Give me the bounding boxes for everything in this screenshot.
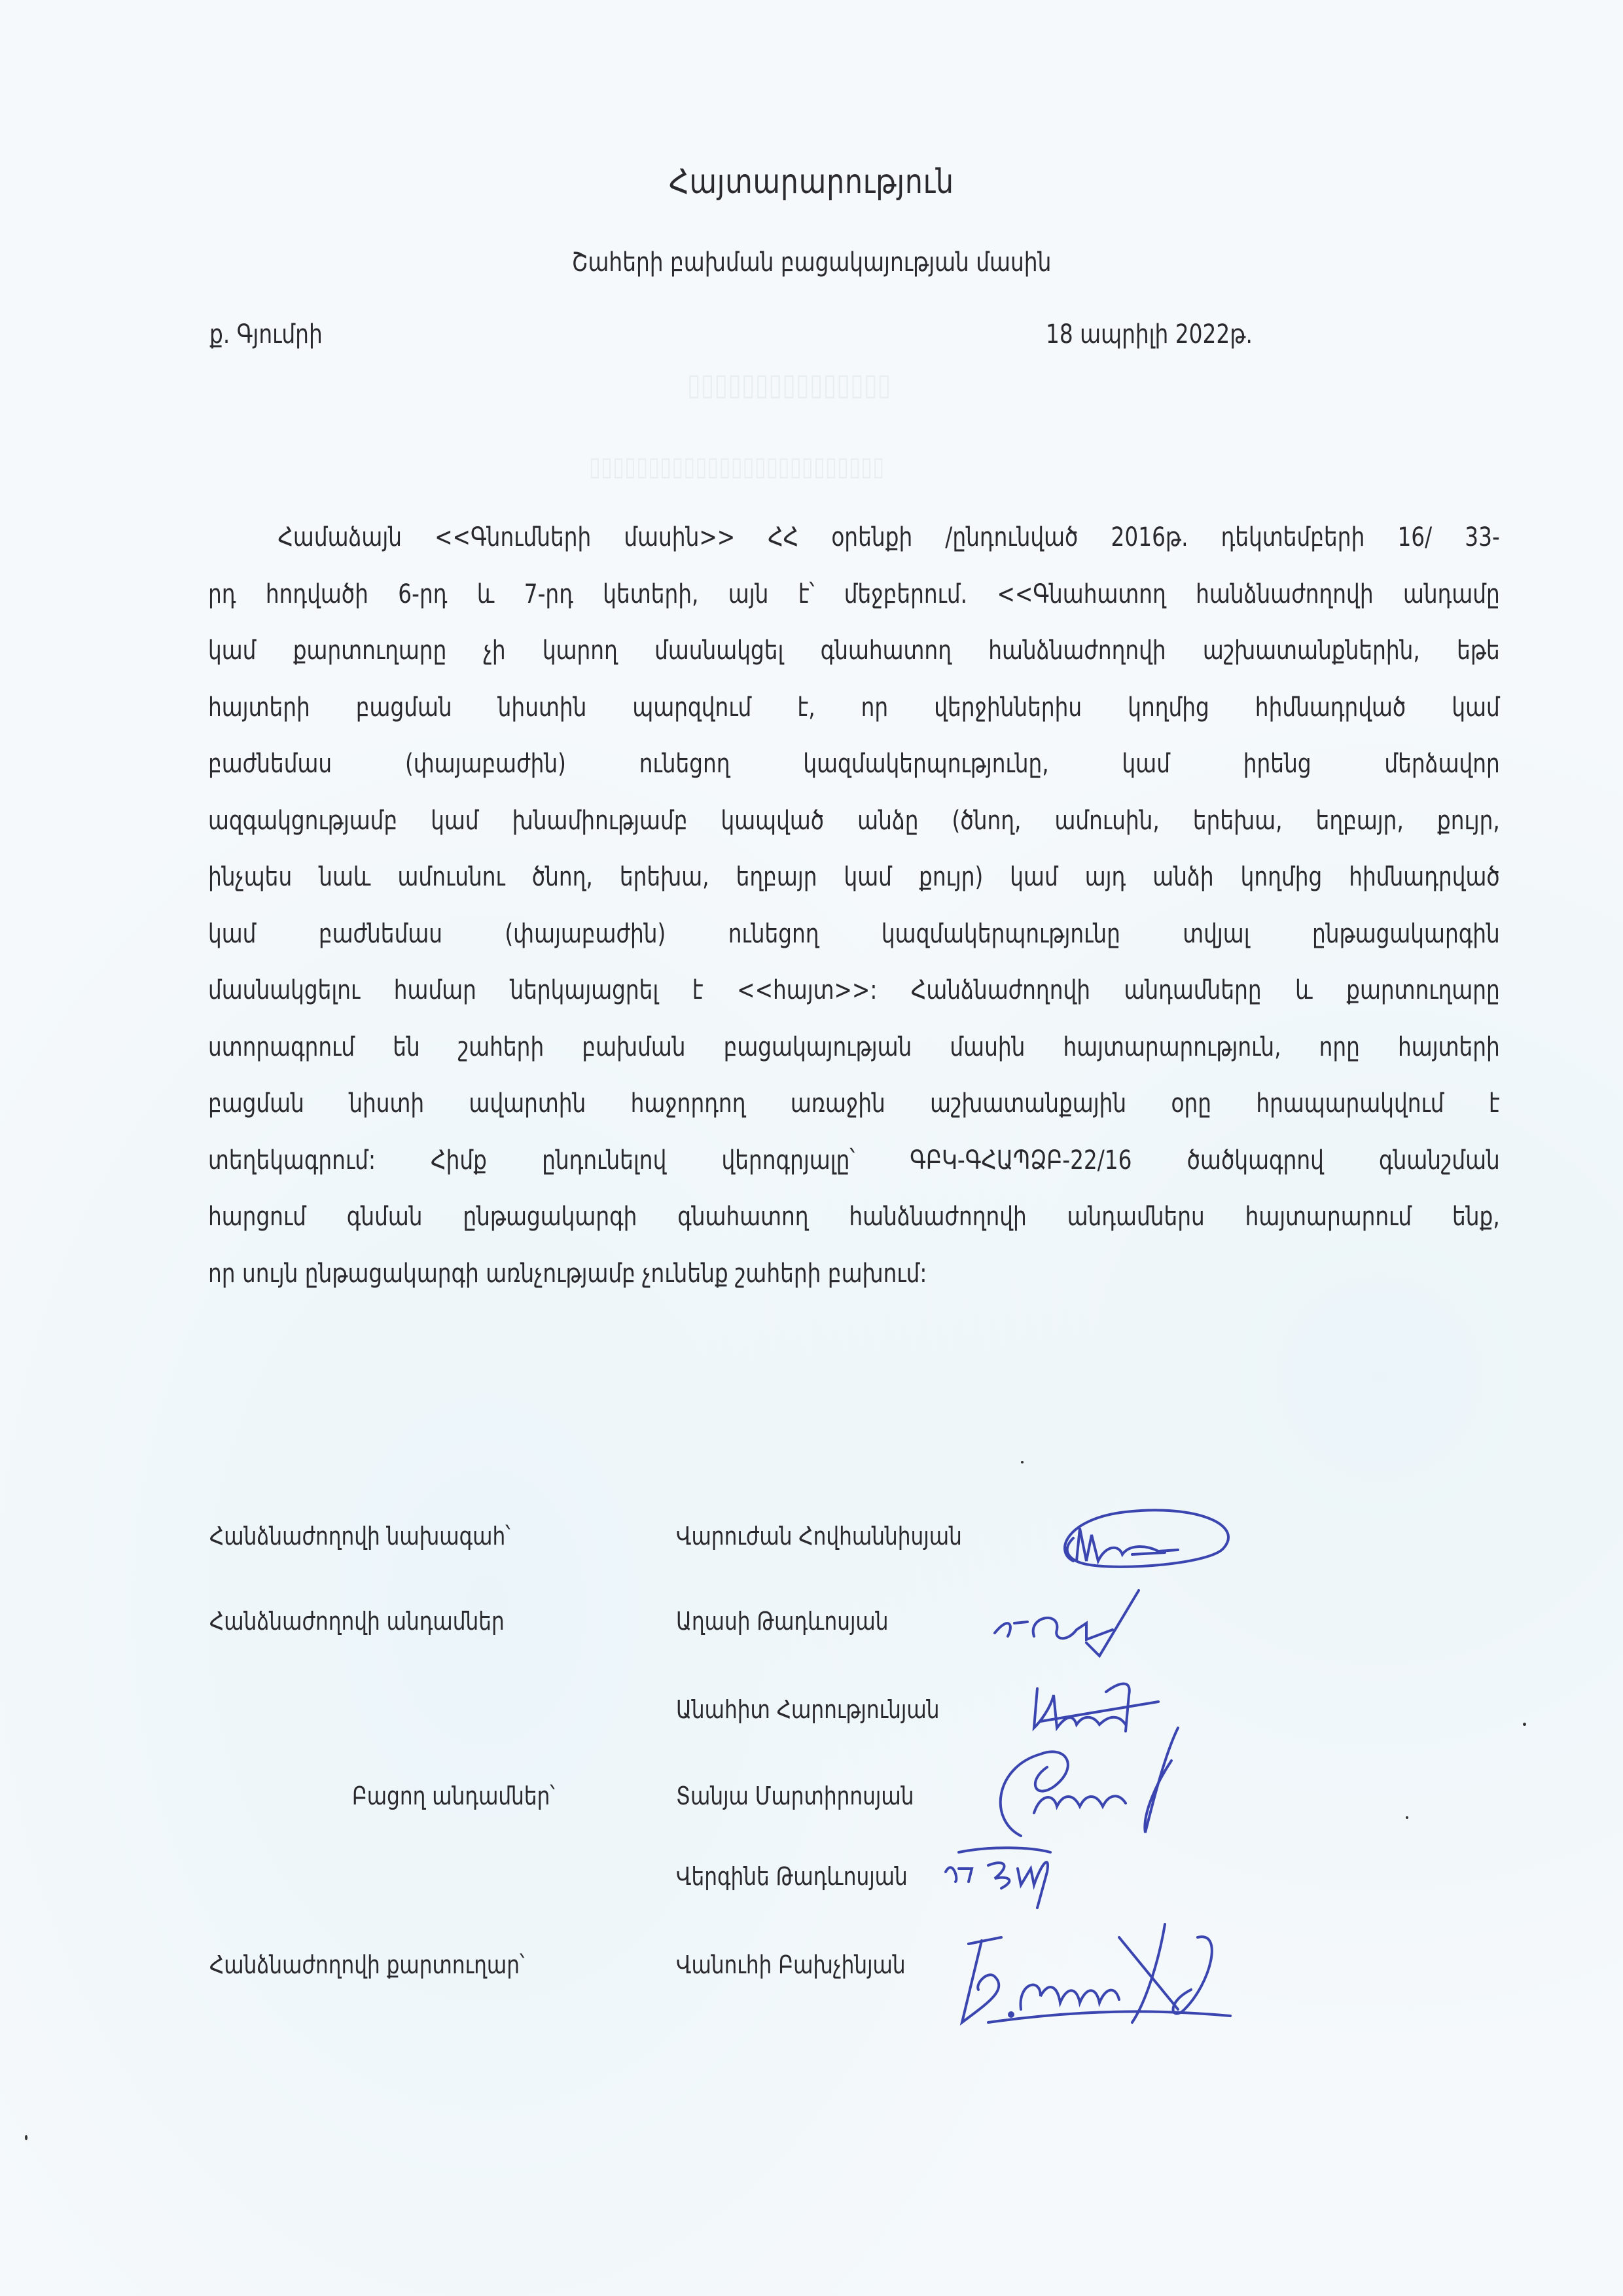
page-subtitle: Շահերի բախման բացակայության մասին	[571, 247, 1052, 278]
signature-image	[988, 1584, 1158, 1662]
signature-image	[949, 1911, 1250, 2029]
scan-speck	[1406, 1816, 1408, 1819]
bleed-through-texture: ▯▯▯▯▯▯▯▯▯▯▯▯▯▯▯▯▯▯▯▯▯▯▯▯▯	[589, 452, 885, 482]
body-text	[208, 509, 1500, 1302]
document-date: 18 ապրիլի 2022թ.	[1046, 319, 1253, 350]
signatory-role: Բացող անդամներ՝	[352, 1782, 555, 1810]
scan-speck	[1021, 1461, 1024, 1463]
signatory-name: Անահիտ Հարությունյան	[676, 1695, 940, 1724]
signatory-name: Վանուհի Բախչինյան	[676, 1950, 906, 1979]
signatory-role: Հանձնաժողովի նախագահ՝	[209, 1522, 510, 1551]
signatory-role: Հանձնաժողովի քարտուղար՝	[209, 1950, 525, 1979]
signatory-name: Աղասի Թադևոսյան	[676, 1607, 889, 1636]
body-line: Համաձայն <<Գնումների մասին>> ՀՀ օրենքի /ընդունված 2016թ. դեկտեմբերի 16/ 33-	[277, 522, 1500, 552]
body-line: բացման նիստի ավարտին հաջորդող առաջին աշխատանքային օրը հրապարակվում է	[208, 1088, 1500, 1119]
body-line: մասնակցելու համար ներկայացրել է <<հայտ>>: Հանձնաժողովի անդամները և քարտուղարը	[208, 975, 1500, 1005]
signatory-name: Վերգինե Թադևոսյան	[676, 1862, 908, 1891]
body-line: ստորագրում են շահերի բախման բացակայության մասին հայտարարություն, որը հայտերի	[208, 1031, 1500, 1062]
page-title: Հայտարարություն	[669, 162, 954, 202]
signature-image	[939, 1839, 1083, 1911]
body-line: տեղեկագրում: Հիմք ընդունելով վերոգրյալը՝ ԳԲԿ-ԳՀԱՊՁԲ-22/16 ծածկագրով գնանշման	[208, 1145, 1500, 1175]
body-line: րդ հոդվածի 6-րդ և 7-րդ կետերի, այն է՝ մեջբերում. <<Գնահատող հանձնաժողովի անդամը	[208, 579, 1500, 609]
body-line: բաժնեմաս (փայաբաժին) ունեցող կազմակերպությունը, կամ իրենց մերձավոր	[208, 749, 1500, 779]
signatory-role: Հանձնաժողովի անդամներ	[209, 1607, 505, 1636]
body-line: հայտերի բացման նիստին պարզվում է, որ վերջիններիս կողմից հիմնադրված կամ	[208, 692, 1500, 723]
bleed-through-texture: ▯▯▯▯▯▯▯▯▯▯▯▯▯▯▯	[687, 367, 891, 402]
signature-image	[1047, 1499, 1243, 1577]
signatory-name: Տանյա Մարտիրոսյան	[676, 1782, 914, 1810]
body-line: ազգակցությամբ կամ խնամիությամբ կապված անձը (ծնող, ամուսին, երեխա, եղբայր, քույր,	[208, 805, 1500, 836]
body-line: որ սույն ընթացակարգի առնչությամբ չունենք շահերի բախում:	[208, 1258, 927, 1289]
signature-image	[982, 1715, 1198, 1846]
body-line: կամ բաժնեմաս (փայաբաժին) ունեցող կազմակերպությունը տվյալ ընթացակարգին	[208, 918, 1500, 949]
document-place: ք. Գյումրի	[209, 319, 323, 350]
scan-speck	[1523, 1723, 1526, 1726]
body-line: ինչպես նաև ամուսնու ծնող, երեխա, եղբայր կամ քույր) կամ այդ անձի կողմից հիմնադրված	[208, 862, 1500, 892]
body-line: կամ քարտուղարը չի կարող մասնակցել գնահատող հանձնաժողովի աշխատանքներին, եթե	[208, 636, 1500, 666]
scan-speck	[25, 2135, 27, 2140]
body-line: հարցում գնման ընթացակարգի գնահատող հանձնաժողովի անդամներս հայտարարում ենք,	[208, 1202, 1500, 1232]
signatory-name: Վարուժան Հովհաննիսյան	[676, 1522, 962, 1551]
